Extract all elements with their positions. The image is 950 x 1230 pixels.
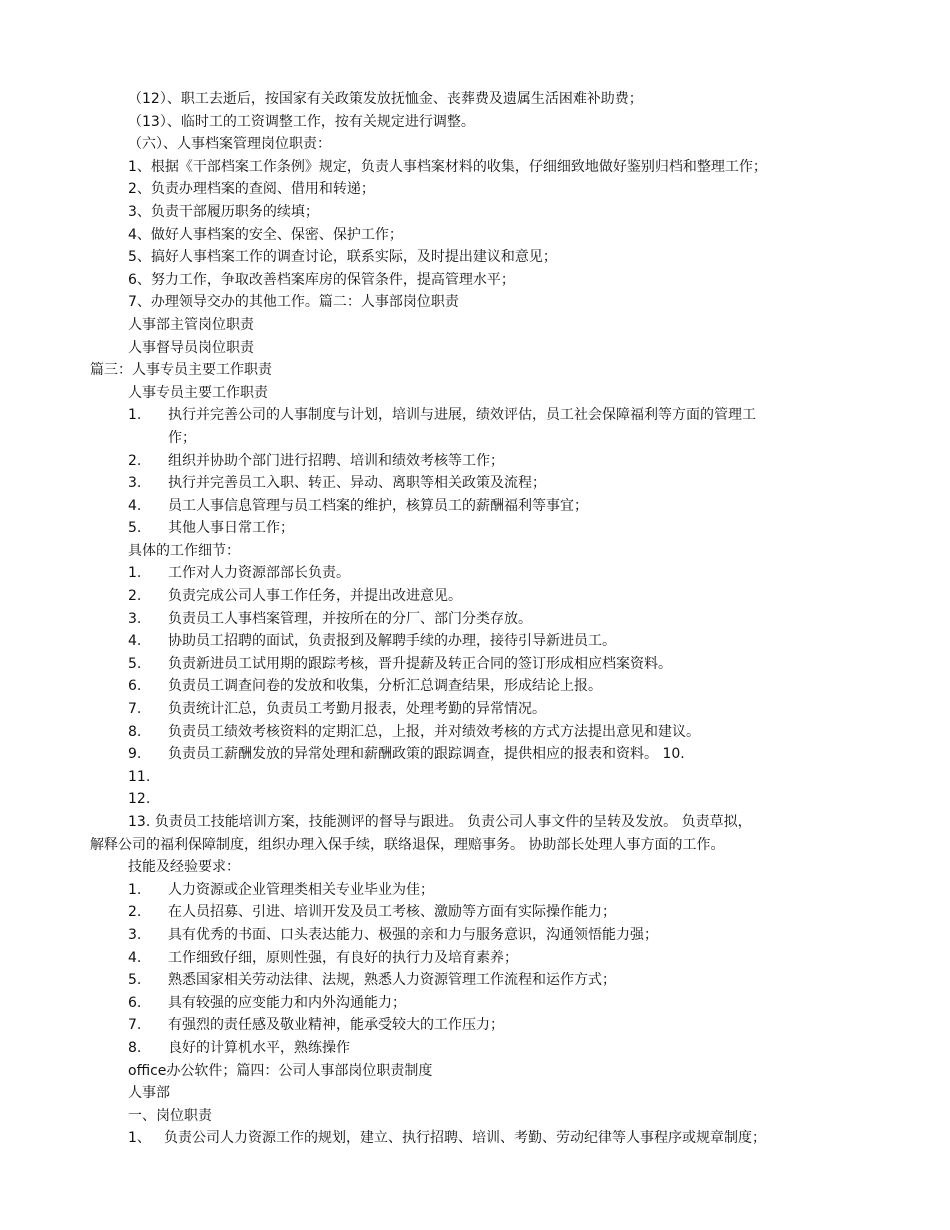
item-text: 负责员工薪酬发放的异常处理和薪酬政策的跟踪调查，提供相应的报表和资料。 10. [168,746,685,763]
item-number: 2. [128,588,142,605]
list-item [0,630,950,653]
section-heading: 具体的工作细节： [128,542,240,559]
list-item [0,969,950,992]
item-number: 9. [128,746,142,763]
list-item [0,472,950,495]
item-text: 有强烈的责任感及敬业精神，能承受较大的工作压力； [168,1017,504,1034]
list-item [0,675,950,698]
text-line: office办公软件；篇四：公司人事部岗位职责制度 [128,1062,433,1079]
item-text: 在人员招募、引进、培训开发及员工考核、激励等方面有实际操作能力； [168,904,616,921]
item-text: 工作细致仔细，原则性强，有良好的执行力及培育素养； [168,949,518,966]
item-number: 8. [128,723,142,740]
section-heading: 一、岗位职责 [128,1107,212,1124]
item-number: 1. [128,407,142,424]
text-line: 3、负责干部履历职务的续填； [128,203,319,220]
item-text: 负责公司人力资源工作的规划，建立、执行招聘、培训、考勤、劳动纪律等人事程序或规章制度； [164,1130,766,1147]
item-number: 11. [128,768,151,785]
item-text: 负责统计汇总，负责员工考勤月报表，处理考勤的异常情况。 [168,701,546,718]
item-number: 4. [128,949,142,966]
list-item [0,653,950,676]
list-item [0,517,950,540]
item-text: 执行并完善员工入职、转正、异动、离职等相关政策及流程； [168,475,546,492]
document-body [0,88,950,1150]
item-number: 1、 [128,1130,151,1147]
text-line: 人事部主管岗位职责 [128,316,254,333]
paragraph-line: 解释公司的福利保障制度，组织办理入保手续，联络退保，理赔事务。 协助部长处理人事方面的工作。 [90,836,725,853]
section-heading: 人事专员主要工作职责 [128,384,268,401]
item-text: 协助员工招聘的面试，负责报到及解聘手续的办理，接待引导新进员工。 [168,633,616,650]
item-number: 3. [128,610,142,627]
list-item [0,608,950,631]
item-number: 8. [128,1039,142,1056]
item-number: 2. [128,452,142,469]
text-line: （12）、职工去逝后，按国家有关政策发放抚恤金、丧葬费及遗属生活困难补助费； [128,91,643,107]
item-number: 5. [128,972,142,989]
list-item [0,721,950,744]
list-item [0,992,950,1015]
chapter-heading: 篇三：人事专员主要工作职责 [90,362,272,379]
list-item [0,698,950,721]
item-text: 具有优秀的书面、口头表达能力、极强的亲和力与服务意识，沟通领悟能力强； [168,926,658,943]
paragraph-line: 13. 负责员工技能培训方案，技能测评的督导与跟进。 负责公司人事文件的呈转及发放。 负责草拟， [128,814,752,830]
chapter-heading: 人事部 [128,1085,170,1102]
item-text: 具有较强的应变能力和内外沟通能力； [168,994,406,1011]
list-item [0,924,950,947]
item-number: 3. [128,926,142,943]
text-line: 6、努力工作，争取改善档案库房的保管条件，提高管理水平； [128,271,515,288]
list-item [0,766,950,789]
item-number: 2. [128,904,142,921]
text-line: 5、搞好人事档案工作的调查讨论，联系实际，及时提出建议和意见； [128,249,557,266]
item-text: 负责员工调查问卷的发放和收集，分析汇总调查结果，形成结论上报。 [168,678,602,695]
item-text: 负责新进员工试用期的跟踪考核，晋升提薪及转正合同的签订形成相应档案资料。 [168,655,672,672]
item-number: 5. [128,520,142,537]
item-text: 负责员工绩效考核资料的定期汇总，上报，并对绩效考核的方式方法提出意见和建议。 [168,723,700,740]
list-item [0,495,950,518]
item-text: 良好的计算机水平，熟练操作 [168,1039,350,1056]
item-text: 工作对人力资源部部长负责。 [168,565,350,582]
item-text: 人力资源或企业管理类相关专业毕业为佳； [168,881,434,898]
list-item [0,404,950,427]
item-text: 员工人事信息管理与员工档案的维护，核算员工的薪酬福利等事宜； [168,497,588,514]
list-item [0,901,950,924]
item-text: 执行并完善公司的人事制度与计划，培训与进展，绩效评估，员工社会保障福利等方面的管理工 [168,407,756,424]
list-item [0,1014,950,1037]
item-number: 3. [128,475,142,492]
list-item [0,947,950,970]
item-number: 4. [128,497,142,514]
list-item-continuation [0,427,950,450]
list-item [0,585,950,608]
item-number: 6. [128,994,142,1011]
list-item [0,562,950,585]
item-text: 熟悉国家相关劳动法律、法规，熟悉人力资源管理工作流程和运作方式； [168,972,616,989]
section-heading: 技能及经验要求： [128,859,240,876]
list-item [0,450,950,473]
item-number: 4. [128,633,142,650]
text-line: （13）、临时工的工资调整工作，按有关规定进行调整。 [128,113,475,130]
text-line: 4、做好人事档案的安全、保密、保护工作； [128,226,403,243]
item-number: 5. [128,655,142,672]
item-text: 其他人事日常工作； [168,520,294,537]
text-line: 2、负责办理档案的查阅、借用和转递； [128,181,375,198]
item-text: 组织并协助个部门进行招聘、培训和绩效考核等工作； [168,452,504,469]
item-number: 7. [128,701,142,718]
text-line: 人事督导员岗位职责 [128,339,254,356]
item-number: 6. [128,678,142,695]
section-heading: （六）、人事档案管理岗位职责： [128,136,331,153]
list-item [0,743,950,766]
item-text: 作； [168,429,196,446]
list-item [0,788,950,811]
list-item [0,1037,950,1060]
item-number: 1. [128,881,142,898]
list-item [0,1127,950,1150]
item-text: 负责完成公司人事工作任务，并提出改进意见。 [168,588,462,605]
item-number: 12. [128,791,151,808]
text-line: 1、根据《干部档案工作条例》规定，负责人事档案材料的收集，仔细细致地做好鉴别归档和整理工作； [128,158,767,175]
list-item [0,879,950,902]
item-number: 1. [128,565,142,582]
text-line: 7、办理领导交办的其他工作。篇二：人事部岗位职责 [128,294,459,311]
item-number: 7. [128,1017,142,1034]
item-text: 负责员工人事档案管理，并按所在的分厂、部门分类存放。 [168,610,532,627]
